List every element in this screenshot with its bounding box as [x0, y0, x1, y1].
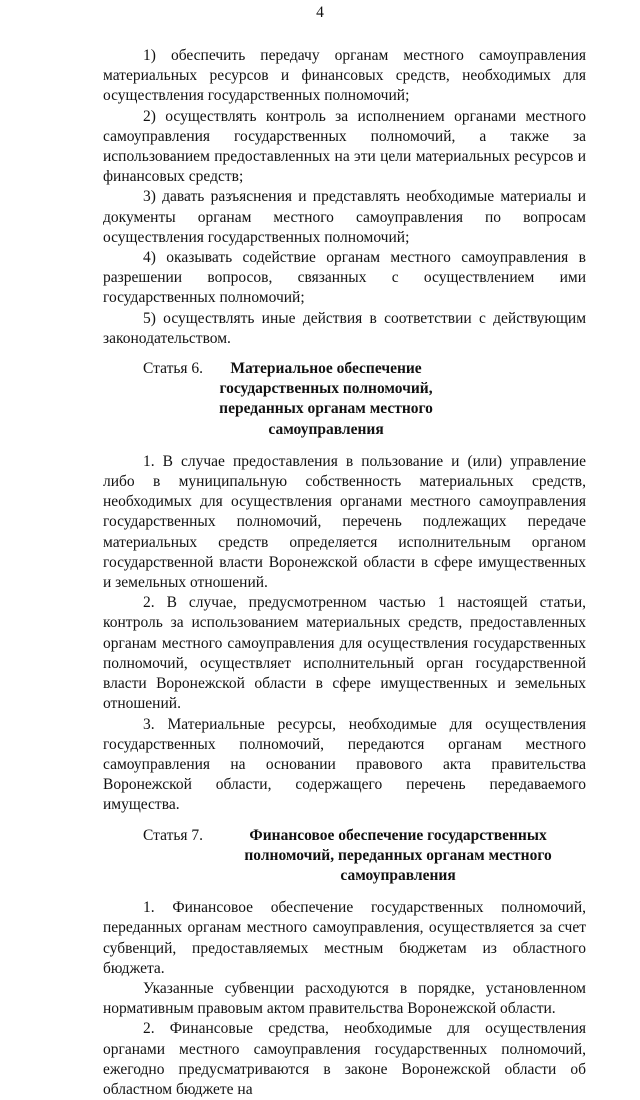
article-7-label: Статья 7. — [143, 826, 204, 844]
article-6-title: Материальное обеспечение государственных полномочий, переданных органам местного самоуправления — [219, 360, 433, 438]
list-item: 5) осуществлять иные действия в соответствии с действующим законодательством. — [103, 309, 586, 347]
document-body — [103, 46, 586, 1100]
article-7-heading — [103, 826, 586, 887]
article-6-paragraph: 3. Материальные ресурсы, необходимые для осуществления государственных полномочий, передаются органам местного самоуправления на основании правового акта правительства Воронежской области, содержащего перечень передаваемого имущества. — [103, 715, 586, 814]
list-item: 1) обеспечить передачу органам местного самоуправления материальных ресурсов и финансовых средств, необходимых для осуществления государственных полномочий; — [103, 47, 586, 105]
list-item: 2) осуществлять контроль за исполнением органами местного самоуправления государственных полномочий, а также за использованием предоставленных на эти цели материальных ресурсов и финансовых средств; — [103, 107, 586, 186]
article-6-paragraph: 1. В случае предоставления в пользование и (или) управление либо в муниципальную собственность материальных средств, необходимых для осуществления органами местного самоуправления государственных полномочий, перечень подлежащих передаче материальных средств определяется исполнительным органом государственной власти Воронежской области в сфере имущественных и земельных отношений. — [103, 452, 586, 592]
article-7-paragraph: 2. Финансовые средства, необходимые для осуществления органами местного самоуправления государственных полномочий, ежегодно предусматриваются в законе Воронежской области об областном бюджете на — [103, 1020, 586, 1098]
article-6-label: Статья 6. — [143, 360, 204, 378]
article-7-paragraph: Указанные субвенции расходуются в порядке, установленном нормативным правовым актом правительства Воронежской области. — [103, 979, 586, 1018]
article-6-paragraph: 2. В случае, предусмотренном частью 1 настоящей статьи, контроль за использованием материальных средств, предоставленных органам местного самоуправления для осуществления государственных полномочий, осуществляет исполнительный орган государственной власти Воронежской области в сфере имущественных и земельных отношений. — [103, 594, 586, 713]
list-item: 3) давать разъяснения и представлять необходимые материалы и документы органам местного самоуправления по вопросам осуществления государственных полномочий; — [103, 188, 586, 246]
list-item: 4) оказывать содействие органам местного самоуправления в разрешении вопросов, связанных с осуществлением ими государственных полномочий; — [103, 249, 586, 307]
article-6-heading — [103, 359, 586, 440]
article-7-paragraph: 1. Финансовое обеспечение государственных полномочий, переданных органам местного самоуправления, осуществляется за счет субвенций, предоставляемых местным бюджетам из областного бюджета. — [103, 899, 586, 977]
article-7-title: Финансовое обеспечение государственных полномочий, переданных органам местного самоуправления — [244, 826, 552, 884]
page-number: 4 — [316, 4, 324, 21]
